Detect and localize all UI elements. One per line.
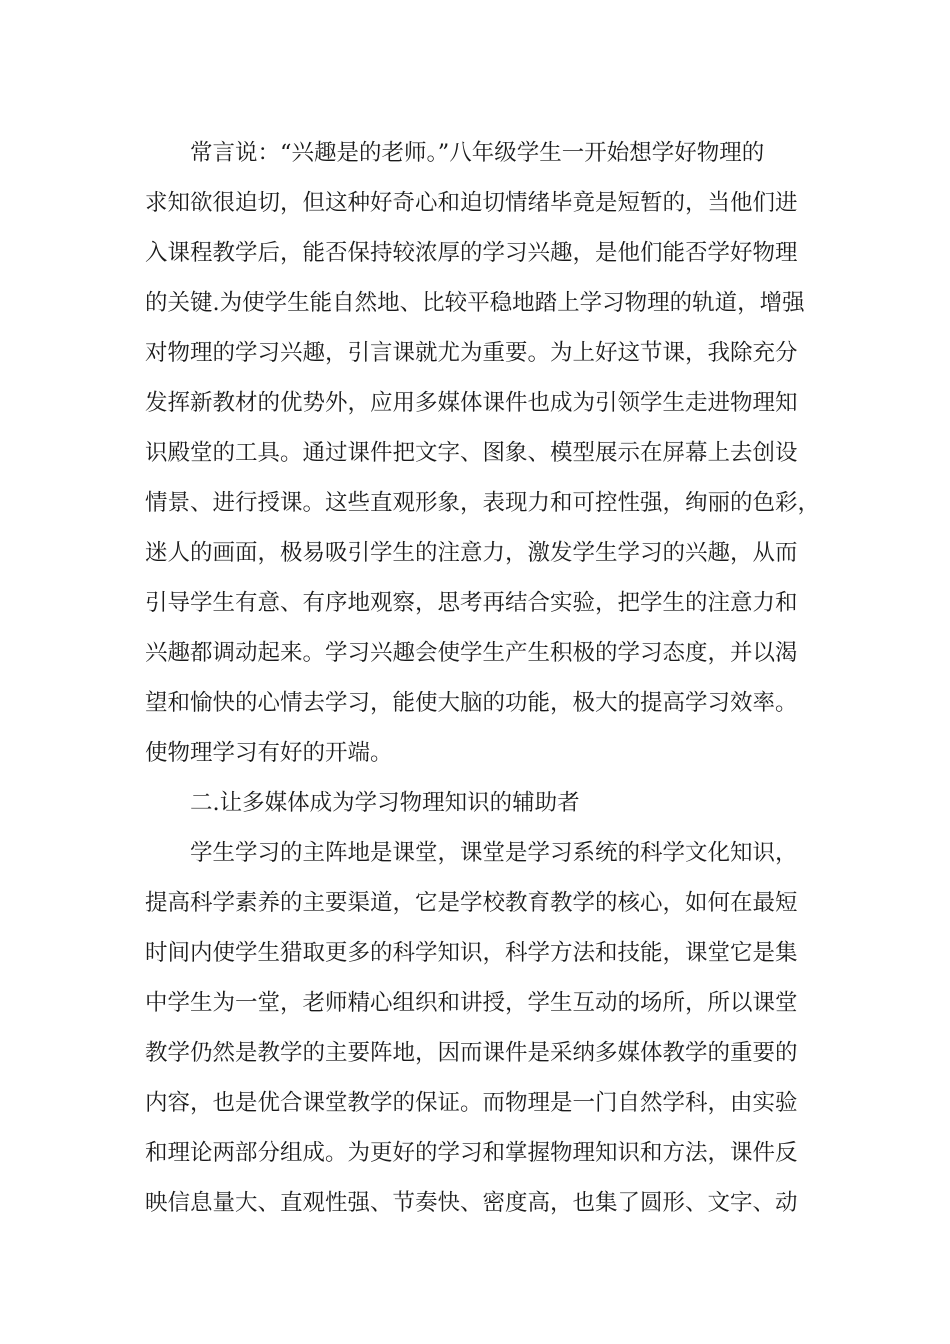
text-line: 迷人的画面，极易吸引学生的注意力，激发学生学习的兴趣，从而	[145, 540, 798, 566]
text-line: 对物理的学习兴趣，引言课就尤为重要。为上好这节课，我除充分	[145, 340, 798, 366]
text-line: 映信息量大、直观性强、节奏快、密度高，也集了圆形、文字、动	[145, 1190, 798, 1216]
text-line: 和理论两部分组成。为更好的学习和掌握物理知识和方法，课件反	[145, 1140, 798, 1166]
body-text	[145, 128, 825, 1228]
text-line: 二.让多媒体成为学习物理知识的辅助者	[190, 790, 580, 816]
text-line: 望和愉快的心情去学习，能使大脑的功能，极大的提高学习效率。	[145, 690, 798, 716]
text-line: 发挥新教材的优势外，应用多媒体课件也成为引领学生走进物理知	[145, 390, 798, 416]
text-line: 的关键.为使学生能自然地、比较平稳地踏上学习物理的轨道，增强	[145, 290, 805, 316]
text-line: 教学仍然是教学的主要阵地，因而课件是采纳多媒体教学的重要的	[145, 1040, 798, 1066]
text-line: 使物理学习有好的开端。	[145, 740, 393, 766]
text-line: 时间内使学生猎取更多的科学知识，科学方法和技能，课堂它是集	[145, 940, 798, 966]
text-line: 兴趣都调动起来。学习兴趣会使学生产生积极的学习态度，并以渴	[145, 640, 798, 666]
text-line: 情景、进行授课。这些直观形象，表现力和可控性强，绚丽的色彩，	[145, 490, 821, 516]
text-line: 内容，也是优合课堂教学的保证。而物理是一门自然学科，由实验	[145, 1090, 798, 1116]
text-line: 中学生为一堂，老师精心组织和讲授，学生互动的场所，所以课堂	[145, 990, 798, 1016]
text-line: 引导学生有意、有序地观察，思考再结合实验，把学生的注意力和	[145, 590, 798, 616]
text-line: 学生学习的主阵地是课堂，课堂是学习系统的科学文化知识，	[190, 840, 798, 866]
text-line: 入课程教学后，能否保持较浓厚的学习兴趣，是他们能否学好物理	[145, 240, 798, 266]
text-line: 识殿堂的工具。通过课件把文字、图象、模型展示在屏幕上去创设	[145, 440, 798, 466]
text-line: 常言说：“兴趣是的老师。”八年级学生一开始想学好物理的	[190, 140, 765, 166]
text-line: 提高科学素养的主要渠道，它是学校教育教学的核心，如何在最短	[145, 890, 798, 916]
text-line: 求知欲很迫切，但这种好奇心和迫切情绪毕竟是短暂的，当他们进	[145, 190, 798, 216]
